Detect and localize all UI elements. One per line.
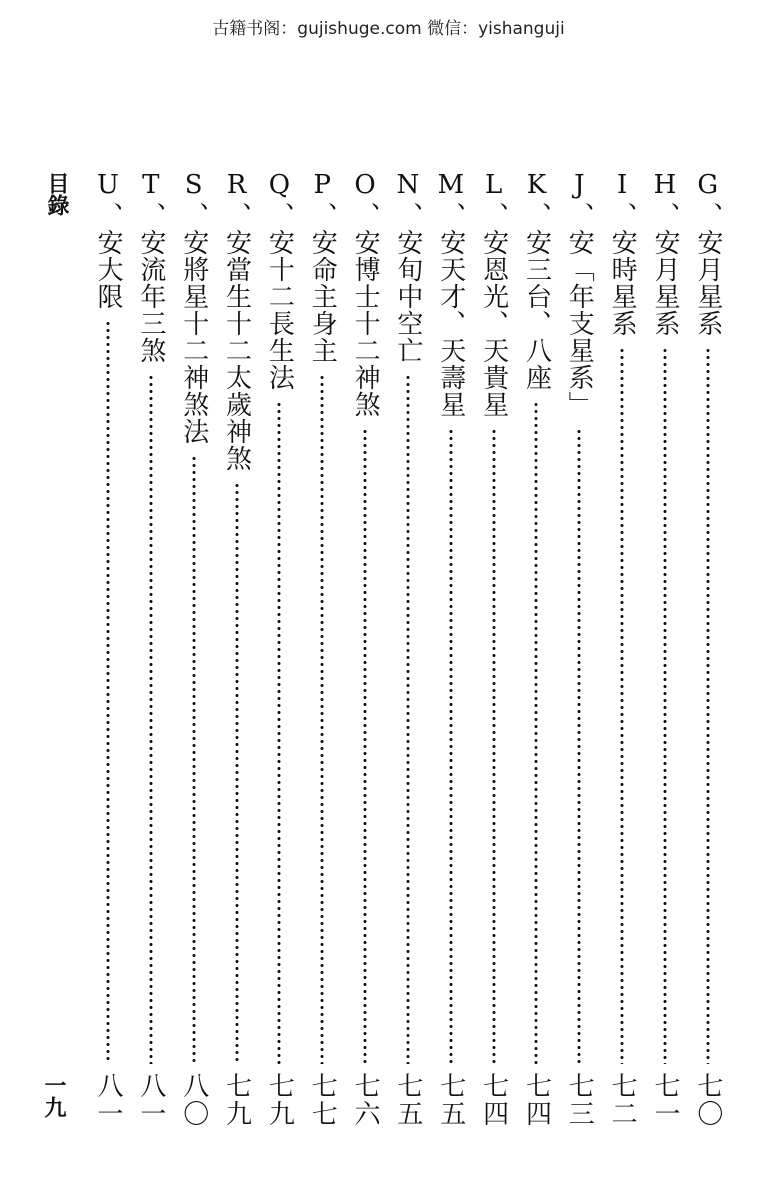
entry-page-number: 七四 <box>521 1072 552 1128</box>
entry-page-number: 七三 <box>564 1072 595 1128</box>
entry-page-number: 七五 <box>435 1072 466 1128</box>
dot-leader <box>406 374 410 1064</box>
entry-letter: I <box>616 170 628 200</box>
toc-entry <box>217 168 257 1128</box>
toc-entry <box>645 168 685 1128</box>
entry-letter: Q <box>268 170 291 200</box>
dot-leader <box>106 320 110 1064</box>
entry-title: 、安大限 <box>93 202 123 310</box>
entry-title: 、安「年支星系」 <box>564 202 595 418</box>
dot-leader <box>663 347 667 1064</box>
toc-entry <box>688 168 728 1128</box>
entry-letter: L <box>484 170 503 200</box>
toc-entry <box>131 168 171 1128</box>
entry-letter: O <box>354 170 376 200</box>
toc-entry <box>174 168 214 1128</box>
entry-letter: U <box>97 170 119 200</box>
entry-page-number: 七九 <box>221 1072 252 1128</box>
page-number: 一九 <box>41 1074 67 1118</box>
entry-page-number: 八一 <box>93 1072 123 1128</box>
toc-entry <box>602 168 642 1128</box>
dot-leader <box>149 374 153 1064</box>
entry-title: 、安月星系 <box>692 202 723 337</box>
entry-letter: G <box>697 170 719 200</box>
watermark-text: 古籍书阁：gujishuge.com 微信：yishanguji <box>212 19 565 39</box>
entry-letter: R <box>226 170 247 200</box>
toc-entry <box>474 168 514 1128</box>
entry-title: 、安當生十二太歲神煞 <box>221 202 252 472</box>
entry-page-number: 七五 <box>392 1072 423 1128</box>
entry-letter: T <box>142 170 160 200</box>
entry-letter: P <box>313 170 331 200</box>
entry-letter: S <box>184 170 203 200</box>
entry-title: 、安天才、天壽星 <box>435 202 466 418</box>
entry-title: 、安恩光、天貴星 <box>478 202 509 418</box>
entry-title: 、安月星系 <box>649 202 680 337</box>
toc-entry <box>559 168 599 1128</box>
entry-title: 、安博士十二神煞 <box>350 202 381 418</box>
entry-page-number: 八〇 <box>178 1072 209 1128</box>
dot-leader <box>577 428 581 1064</box>
dot-leader <box>449 428 453 1064</box>
entry-letter: N <box>396 170 420 200</box>
entry-page-number: 七九 <box>264 1072 295 1128</box>
toc-entry <box>431 168 471 1128</box>
toc-entry <box>516 168 556 1128</box>
entry-title: 、安時星系 <box>607 202 638 337</box>
dot-leader <box>706 347 710 1064</box>
toc-entry <box>388 168 428 1128</box>
entry-letter: H <box>653 170 677 200</box>
dot-leader <box>235 482 239 1064</box>
dot-leader <box>534 401 538 1064</box>
toc-entries <box>88 168 728 1128</box>
entry-title: 、安三台、八座 <box>521 202 552 391</box>
dot-leader <box>620 347 624 1064</box>
entry-page-number: 七七 <box>307 1072 338 1128</box>
entry-page-number: 七六 <box>350 1072 381 1128</box>
dot-leader <box>277 401 281 1064</box>
toc-entry <box>345 168 385 1128</box>
toc-entry <box>259 168 299 1128</box>
dot-leader <box>492 428 496 1064</box>
entry-title: 、安命主身主 <box>307 202 338 364</box>
dot-leader <box>320 374 324 1064</box>
entry-title: 、安流年三煞 <box>135 202 166 364</box>
entry-page-number: 七一 <box>649 1072 680 1128</box>
entry-letter: K <box>526 170 547 200</box>
section-label: 目錄 <box>44 172 70 216</box>
entry-title: 、安十二長生法 <box>264 202 295 391</box>
toc-entry <box>302 168 342 1128</box>
dot-leader <box>192 455 196 1064</box>
entry-title: 、安旬中空亡 <box>392 202 423 364</box>
entry-title: 、安將星十二神煞法 <box>178 202 209 445</box>
entry-page-number: 七四 <box>478 1072 509 1128</box>
entry-letter: M <box>437 170 465 200</box>
toc-entry <box>88 168 128 1128</box>
entry-page-number: 七二 <box>607 1072 638 1128</box>
entry-page-number: 七〇 <box>692 1072 723 1128</box>
entry-letter: J <box>574 170 585 200</box>
dot-leader <box>363 428 367 1064</box>
entry-page-number: 八一 <box>135 1072 166 1128</box>
